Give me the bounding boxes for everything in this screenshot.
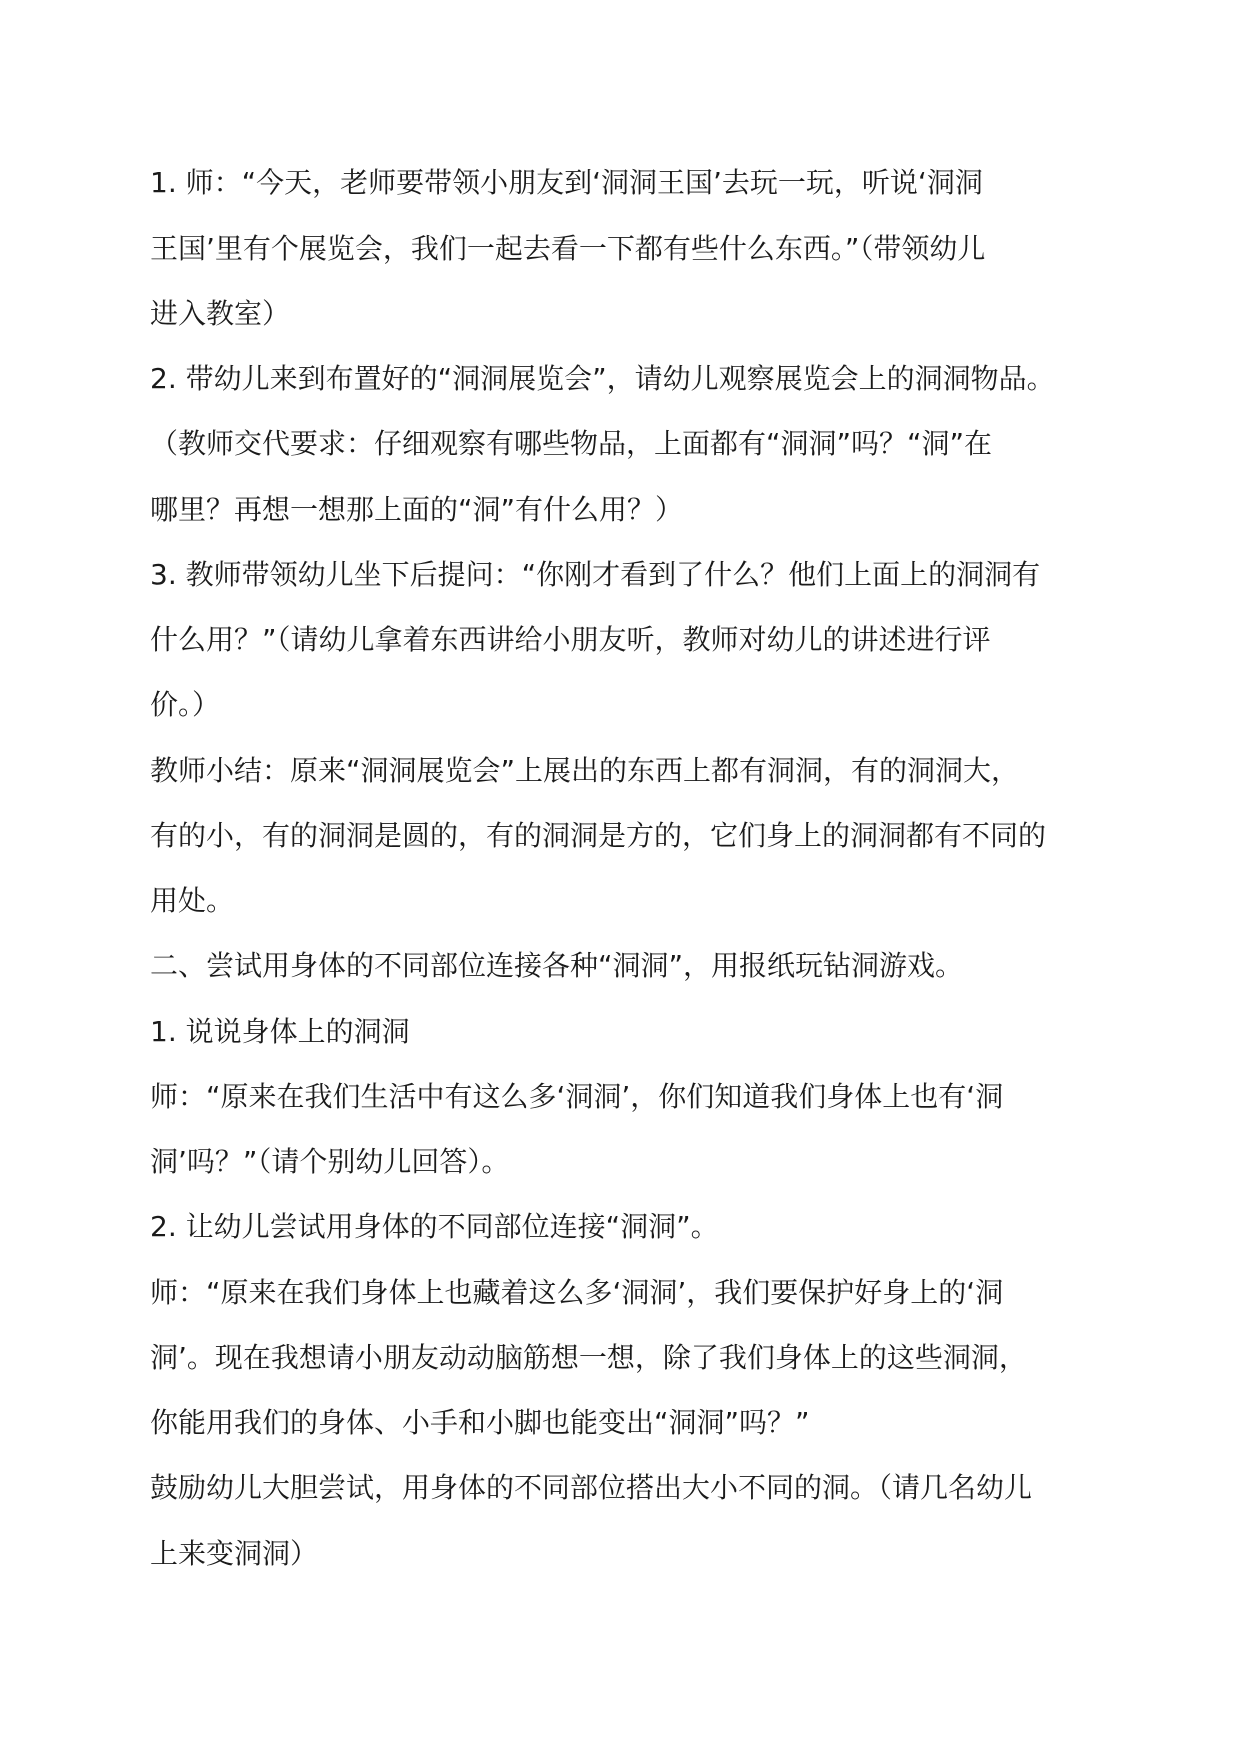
text-line: 1. 师：“今天，老师要带领小朋友到‘洞洞王国’去玩一玩，听说‘洞洞 <box>150 166 983 199</box>
text-line: 2. 让幼儿尝试用身体的不同部位连接“洞洞”。 <box>150 1210 719 1243</box>
text-line: 洞’。现在我想请小朋友动动脑筋想一想，除了我们身体上的这些洞洞， <box>150 1341 1027 1374</box>
text-line: 价。） <box>150 688 221 721</box>
text-line: 鼓励幼儿大胆尝试，用身体的不同部位搭出大小不同的洞。（请几名幼儿 <box>150 1471 1033 1504</box>
section-heading: 二、尝试用身体的不同部位连接各种“洞洞”，用报纸玩钻洞游戏。 <box>150 949 964 982</box>
text-line: 教师小结：原来“洞洞展览会”上展出的东西上都有洞洞，有的洞洞大， <box>150 754 1020 787</box>
text-line: 1. 说说身体上的洞洞 <box>150 1015 410 1048</box>
text-line: 什么用？”（请幼儿拿着东西讲给小朋友听，教师对幼儿的讲述进行评 <box>150 623 991 656</box>
text-line: 3. 教师带领幼儿坐下后提问：“你刚才看到了什么？他们上面上的洞洞有 <box>150 558 1041 591</box>
text-line: 用处。 <box>150 884 235 917</box>
text-line: 师：“原来在我们身体上也藏着这么多‘洞洞’，我们要保护好身上的‘洞 <box>150 1276 1004 1309</box>
text-line: （教师交代要求：仔细观察有哪些物品，上面都有“洞洞”吗？“洞”在 <box>150 427 993 460</box>
text-line: 上来变洞洞） <box>150 1537 319 1570</box>
text-line: 王国’里有个展览会，我们一起去看一下都有些什么东西。”（带领幼儿 <box>150 232 986 265</box>
text-line: 有的小，有的洞洞是圆的，有的洞洞是方的，它们身上的洞洞都有不同的 <box>150 819 1047 852</box>
text-line: 师：“原来在我们生活中有这么多‘洞洞’，你们知道我们身体上也有‘洞 <box>150 1080 1004 1113</box>
text-line: 2. 带幼儿来到布置好的“洞洞展览会”，请幼儿观察展览会上的洞洞物品。 <box>150 362 1055 395</box>
text-line: 你能用我们的身体、小手和小脚也能变出“洞洞”吗？” <box>150 1406 810 1439</box>
text-line: 洞’吗？”（请个别幼儿回答）。 <box>150 1145 510 1178</box>
text-line: 哪里？再想一想那上面的“洞”有什么用？） <box>150 493 684 526</box>
text-line: 进入教室） <box>150 297 291 330</box>
